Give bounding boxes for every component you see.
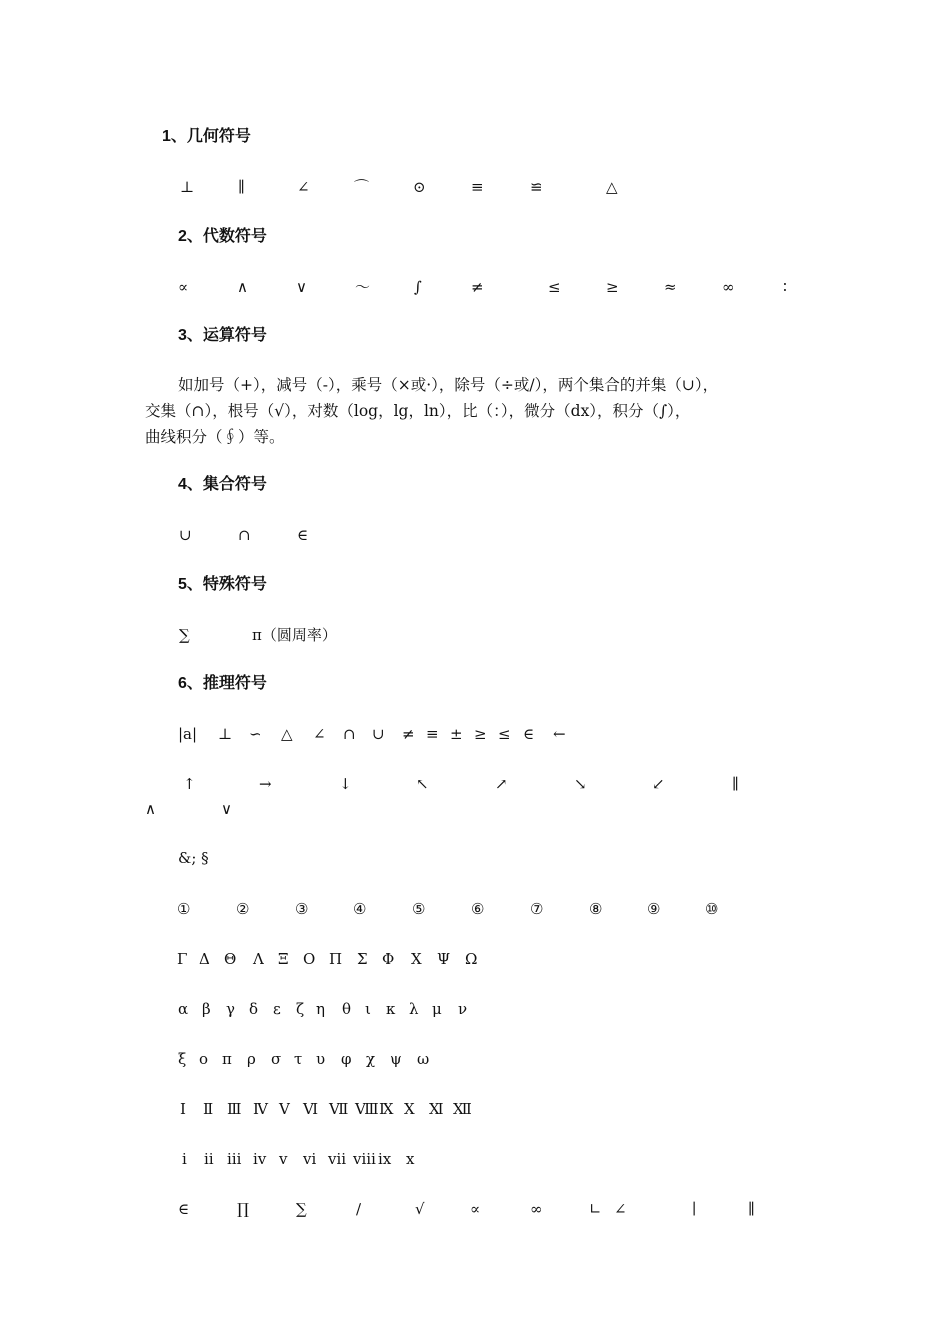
inference-row2b-1: ∧	[145, 800, 156, 818]
circled-numbers-5: ⑤	[412, 900, 426, 918]
heading-algebra-symbols: 2、代数符号	[178, 228, 267, 245]
final-symbols-10: ∣	[692, 1200, 697, 1218]
geometry-symbol-row	[0, 175, 950, 199]
final-symbols-7: ∞	[530, 1200, 543, 1218]
greek-upper-6: Ο	[303, 950, 316, 968]
roman-upper-10: Ⅹ	[404, 1100, 415, 1118]
greek-lower1-3: γ	[226, 1000, 235, 1018]
final-symbols-8: ∟	[589, 1200, 602, 1218]
paragraph-line-2: 交集（∩），根号（√），对数（log，lg，ln），比（：），微分（dx），积分（∫），	[145, 402, 691, 420]
greek-upper-5: Ξ	[278, 950, 289, 968]
inference-row2-1: ↑	[183, 775, 196, 793]
geometry-symbols-3: ∠	[297, 178, 310, 196]
greek-upper-7: Π	[329, 950, 343, 968]
circled-numbers-2: ②	[236, 900, 250, 918]
final-symbols-1: ∈	[178, 1200, 190, 1218]
geometry-symbols-8: △	[606, 178, 618, 196]
final-symbols-9: ∠	[614, 1200, 627, 1218]
algebra-symbols-5: ∫	[414, 278, 422, 296]
misc-symbols: &; §	[178, 849, 209, 867]
greek-lower2-1: ξ	[178, 1050, 187, 1068]
greek-lower2-9: χ	[366, 1050, 376, 1068]
greek-upper-8: Σ	[357, 950, 368, 968]
greek-lower2-8: φ	[341, 1050, 352, 1068]
algebra-symbols-7: ≤	[548, 278, 561, 296]
greek-lower2-5: σ	[271, 1050, 282, 1068]
greek-lower1-1: α	[178, 1000, 189, 1018]
special-symbols-2: π（圆周率）	[252, 626, 337, 644]
greek-upper-1: Γ	[177, 950, 188, 968]
circled-numbers-10: ⑩	[705, 900, 719, 918]
circled-numbers-4: ④	[353, 900, 367, 918]
algebra-symbols-4: ～	[355, 278, 371, 296]
algebra-symbols-8: ≥	[606, 278, 619, 296]
circled-numbers-1: ①	[177, 900, 191, 918]
roman-lower-6: ⅵ	[303, 1150, 317, 1168]
roman-uppercase-row	[0, 1097, 950, 1121]
inference-row1-11: ≥	[474, 725, 487, 743]
roman-upper-1: Ⅰ	[180, 1100, 186, 1118]
greek-lower2-11: ω	[417, 1050, 430, 1068]
inference-row2-3: ↓	[339, 775, 352, 793]
inference-row2-6: ↘	[574, 775, 587, 793]
final-symbols-6: ∝	[470, 1200, 481, 1218]
inference-row2-8: ∥	[732, 775, 739, 793]
algebra-symbols-6: ≠	[471, 278, 484, 296]
circled-numbers-7: ⑦	[530, 900, 544, 918]
greek-lowercase-row-2	[0, 1047, 950, 1071]
greek-upper-2: Δ	[199, 950, 210, 968]
greek-lower2-6: τ	[294, 1050, 303, 1068]
roman-lower-10: ⅹ	[406, 1150, 415, 1168]
final-symbols-11: ∥	[748, 1200, 755, 1218]
geometry-symbols-4: ⌒	[354, 178, 370, 196]
inference-row2-2: →	[259, 775, 272, 793]
greek-lower1-12: μ	[432, 1000, 442, 1018]
roman-upper-9: Ⅸ	[379, 1100, 394, 1118]
geometry-symbols-5: ⊙	[413, 178, 426, 196]
set-symbols-2: ∩	[238, 526, 251, 544]
roman-lower-4: ⅳ	[253, 1150, 267, 1168]
inference-row2-4: ↖	[416, 775, 429, 793]
greek-lower2-4: ρ	[247, 1050, 256, 1068]
inference-arrow-row	[0, 772, 950, 796]
heading-set-symbols: 4、集合符号	[178, 476, 267, 493]
greek-upper-12: Ω	[465, 950, 478, 968]
greek-upper-3: Θ	[224, 950, 237, 968]
greek-lower1-9: ι	[365, 1000, 371, 1018]
geometry-symbols-2: ∥	[238, 178, 245, 196]
greek-upper-10: Χ	[411, 950, 422, 968]
paragraph-line-1: 如加号（+），减号（-），乘号（×或·），除号（÷或/），两个集合的并集（∪），	[178, 376, 719, 394]
greek-lower1-10: κ	[386, 1000, 396, 1018]
greek-lower1-2: β	[202, 1000, 211, 1018]
inference-row1-7: ∪	[372, 725, 385, 743]
roman-upper-12: Ⅻ	[453, 1100, 472, 1118]
paragraph-line-3: 曲线积分（∮）等。	[145, 428, 285, 446]
heading-inference-symbols: 6、推理符号	[178, 675, 267, 692]
greek-upper-4: Λ	[253, 950, 264, 968]
roman-upper-7: Ⅶ	[329, 1100, 349, 1118]
algebra-symbols-3: ∨	[296, 278, 307, 296]
inference-row1-10: ±	[450, 725, 463, 743]
greek-lower1-11: λ	[409, 1000, 419, 1018]
greek-lower1-5: ε	[273, 1000, 281, 1018]
set-symbols-1: ∪	[179, 526, 192, 544]
roman-upper-8: Ⅷ	[355, 1100, 379, 1118]
inference-row1-6: ∩	[343, 725, 356, 743]
roman-lower-5: ⅴ	[279, 1150, 288, 1168]
inference-row1-1: |a|	[178, 725, 198, 743]
circled-numbers-6: ⑥	[471, 900, 485, 918]
inference-row1-5: ∠	[313, 725, 326, 743]
final-symbols-5: √	[415, 1200, 425, 1218]
algebra-symbols-2: ∧	[237, 278, 248, 296]
algebra-symbols-1: ∝	[178, 278, 189, 296]
greek-lower1-7: η	[316, 1000, 325, 1018]
geometry-symbols-1: ⊥	[180, 178, 195, 196]
algebra-symbols-9: ≈	[664, 278, 677, 296]
geometry-symbols-7: ≌	[530, 178, 543, 196]
special-symbols-1: ∑	[179, 626, 190, 644]
greek-lower2-3: π	[222, 1050, 232, 1068]
inference-symbol-row-1	[0, 722, 950, 746]
roman-lower-2: ⅱ	[204, 1150, 214, 1168]
final-symbols-4: ∕	[356, 1200, 362, 1218]
greek-uppercase-row	[0, 947, 950, 971]
circled-number-row	[0, 897, 950, 921]
operation-symbols-paragraph	[145, 372, 825, 450]
greek-lower1-8: θ	[342, 1000, 352, 1018]
inference-row1-9: ≡	[426, 725, 439, 743]
inference-row1-13: ∈	[523, 725, 535, 743]
final-symbols-3: ∑	[296, 1200, 307, 1218]
special-symbol-row	[0, 623, 950, 647]
algebra-symbol-row	[0, 275, 950, 299]
greek-lower2-10: ψ	[390, 1050, 402, 1068]
algebra-symbols-10: ∞	[722, 278, 735, 296]
geometry-symbols-6: ≡	[471, 178, 484, 196]
roman-upper-3: Ⅲ	[227, 1100, 242, 1118]
algebra-symbols-11: ∶	[783, 278, 787, 296]
inference-row1-4: △	[281, 725, 293, 743]
roman-lower-3: ⅲ	[227, 1150, 242, 1168]
final-symbol-row	[0, 1197, 950, 1221]
inference-row2b-2: ∨	[221, 800, 232, 818]
greek-lower2-2: ο	[199, 1050, 209, 1068]
greek-lower2-7: υ	[316, 1050, 326, 1068]
heading-geometry-symbols: 1、几何符号	[162, 128, 251, 145]
circled-numbers-3: ③	[295, 900, 309, 918]
roman-upper-5: Ⅴ	[279, 1100, 290, 1118]
roman-lower-1: ⅰ	[182, 1150, 187, 1168]
roman-upper-11: Ⅺ	[429, 1100, 444, 1118]
roman-upper-2: Ⅱ	[203, 1100, 214, 1118]
inference-row1-14: ←	[553, 725, 566, 743]
roman-lower-7: ⅶ	[328, 1150, 347, 1168]
final-symbols-2: ∏	[237, 1200, 249, 1218]
heading-operation-symbols: 3、运算符号	[178, 327, 267, 344]
inference-row2-5: ↗	[495, 775, 508, 793]
roman-upper-6: Ⅵ	[303, 1100, 319, 1118]
roman-lower-9: ⅸ	[378, 1150, 392, 1168]
greek-upper-9: Φ	[382, 950, 395, 968]
greek-upper-11: Ψ	[437, 950, 451, 968]
inference-row1-3: ∽	[249, 725, 262, 743]
inference-row1-8: ≠	[402, 725, 415, 743]
inference-row1-12: ≤	[498, 725, 511, 743]
inference-logic-row	[0, 797, 950, 821]
greek-lower1-6: ζ	[296, 1000, 305, 1018]
roman-upper-4: Ⅳ	[253, 1100, 268, 1118]
greek-lower1-4: δ	[249, 1000, 259, 1018]
roman-lowercase-row	[0, 1147, 950, 1171]
set-symbol-row	[0, 523, 950, 547]
circled-numbers-9: ⑨	[647, 900, 661, 918]
inference-row1-2: ⊥	[218, 725, 233, 743]
set-symbols-3: ∈	[297, 526, 309, 544]
heading-special-symbols: 5、特殊符号	[178, 576, 267, 593]
circled-numbers-8: ⑧	[589, 900, 603, 918]
greek-lowercase-row-1	[0, 997, 950, 1021]
roman-lower-8: ⅷ	[353, 1150, 376, 1168]
inference-row2-7: ↙	[652, 775, 665, 793]
greek-lower1-13: ν	[458, 1000, 468, 1018]
